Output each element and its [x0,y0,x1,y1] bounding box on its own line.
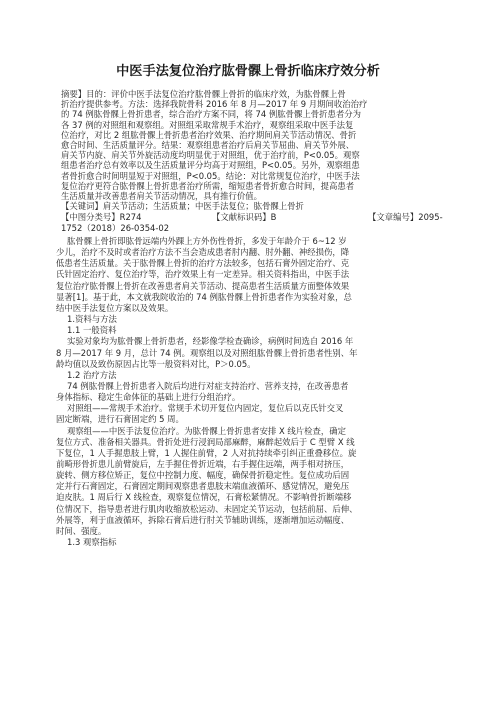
body-line: 定并行石膏固定，石膏固定期间观察患者患肢末端血液循环、感觉情况，避免压 [56,481,350,492]
body-line: 下复位，1 人手握患肢上臂，1 人握住前臂，2 人对抗持续牵引纠正重叠移位。旋 [56,447,357,458]
abstract-line: 折治疗提供参考。方法：选择我院骨科 2016 年 8 月—2017 年 9 月期间收治治疗 [61,99,368,110]
body-line: 迫皮肤。1 周后行 X 线检查，观察复位情况，石膏松紧情况。不影响骨折断端移 [56,492,352,503]
abstract-line: 的 74 例肱骨髁上骨折患者，综合治疗方案不同，将 74 例肱骨髁上骨折患者分为 [61,109,361,120]
body-line: 肱骨髁上骨折即肱骨远端内外踝上方外伤性骨折，多发于年龄介于 6~12 岁 [67,236,347,246]
keywords-line: 【关键词】肩关节活动；生活质量；中医手法复位；肱骨髁上骨折 [61,201,304,211]
abstract-line: 复位治疗更符合肱骨髁上骨折患者治疗所需，缩短患者骨折愈合时间，提高患者 [61,180,355,191]
abstract-line: 摘要】目的：评价中医手法复位治疗肱骨髁上骨折的临床疗效，为肱骨髁上骨 [61,89,346,99]
body-line: 时间、强度。 [56,525,107,536]
abstract-line: 者骨折愈合时间明显短于对照组，P<0.05。结论：对比常规复位治疗，中医手法 [61,170,360,181]
document-code: 【文献标识码】B [212,212,277,222]
body-line: 1.2 治疗方法 [67,369,117,380]
body-line: 龄均值以及致伤原因占比等一般资料对比，P＞0.05。 [56,358,256,369]
body-line: 少儿，治疗不及时或者治疗方法不当会造成患者肘内翻、肘外翻、神经损伤，降 [56,247,350,258]
body-line: 旋转、侧方移位矫正，复位中控制力度、幅度，确保骨折稳定性。复位成功后固 [56,470,350,481]
body-line: 实验对象均为肱骨髁上骨折患者，经影像学检查确诊，病例时间选自 2016 年 [67,336,354,347]
body-line: 复位方式、准备相关器具。骨折处进行浸润局部麻醉，麻醉起效后于 C 型臂 X 线 [56,436,355,447]
body-line: 1.1 一般资料 [67,325,117,336]
article-title: 中医手法复位治疗肱骨髁上骨折临床疗效分析 [116,64,380,79]
body-line: 1.资料与方法 [67,314,117,325]
body-line: 氏针固定治疗、复位治疗等，治疗效果上有一定差异。相关资料指出，中医手法 [56,269,350,280]
abstract-line: 位治疗，对比 2 组肱骨髁上骨折患者治疗效果、治疗期间肩关节活动情况、骨折 [61,129,357,140]
article-number-label: 【文章编号】2095- [368,212,443,222]
abstract-line: 各 37 例的对照组和观察组。对照组采取常规手术治疗，观察组采取中医手法复 [61,119,354,130]
abstract-line: 组患者治疗总有效率以及生活质量评分均高于对照组，P<0.05。另外，观察组患 [61,160,360,171]
body-line: 外展等，利于血液循环，拆除石膏后进行肘关节辅助训练，逐渐增加运动幅度、 [56,514,350,525]
body-line: 对照组——常规手术治疗。常规手术切开复位内固定，复位后以克氏针交叉 [67,403,344,414]
body-line: 观察组——中医手法复位治疗。为肱骨髁上骨折患者安排 X 线片检查，确定 [67,425,347,436]
class-number: 【中图分类号】R274 [61,212,142,222]
body-line: 位情况下，指导患者进行肌肉收缩放松运动、未固定关节运动，包括前屈、后伸、 [56,503,358,514]
body-line: 结中医手法复位方案以及效果。 [56,302,174,313]
abstract-line: 肩关节内旋、肩关节外旋活动度均明显优于对照组，优于治疗前，P<0.05。观察 [61,150,360,161]
body-line: 1.3 观察指标 [67,537,117,548]
body-line: 8 月—2017 年 9 月，总计 74 例。观察组以及对照组肱骨髁上骨折患者性别、年 [56,347,358,358]
body-line: 固定断端，进行石膏固定约 5 周。 [56,414,184,425]
body-line: 74 例肱骨髁上骨折患者入院后均进行对症支持治疗、营养支持，在改善患者 [67,380,349,391]
body-line: 复位治疗肱骨髁上骨折在改善患者肩关节活动、提高患者生活质量方面整体效果 [56,280,350,291]
abstract-line: 愈合时间、生活质量评分。结果：观察组患者治疗后肩关节屈曲、肩关节外展、 [61,140,355,150]
body-line: 前畸形骨折患儿前臂旋后，左手握住骨折近端，右手握住远端，两手相对挤压， [56,459,350,469]
body-line: 身体指标、稳定生命体征的基础上进行分组治疗。 [56,392,241,403]
body-line: 显著[1]。基于此，本文就我院收治的 74 例肱骨髁上骨折患者作为实验对象，总 [56,291,352,302]
body-line: 低患者生活质量。关于肱骨髁上骨折的治疗方法较多，包括石膏外固定治疗、克 [56,258,350,269]
article-number-rest: 1752（2018）26-0354-02 [61,223,170,233]
abstract-line: 生活质量并改善患者肩关节活动情况，具有推行价值。 [61,191,262,201]
